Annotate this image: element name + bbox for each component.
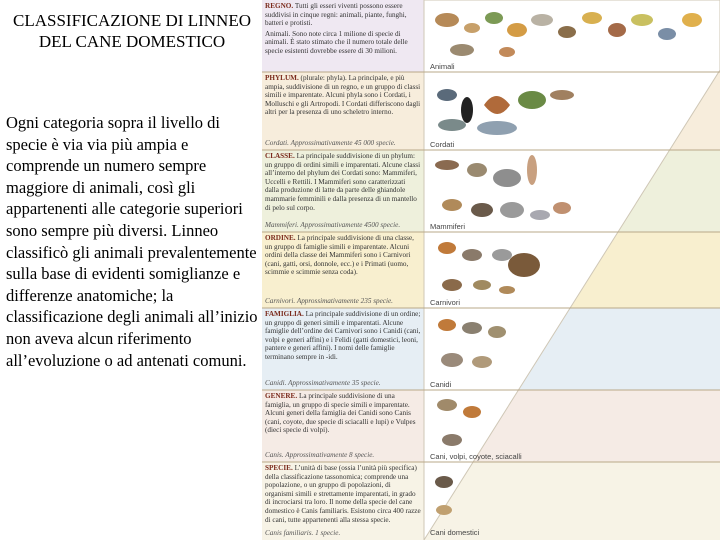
- rank-description: La principale suddivisione di una famiglia, un gruppo di specie simili e imparentate. Alcuni generi della famiglia dei Canidi sono Canis (cani, coyote, due specie di sciacalli e lupi) e Vulpes (dieci specie di volpi).: [265, 392, 416, 435]
- rank-text-regno: [262, 0, 424, 72]
- rank-heading: CLASSE.: [265, 152, 295, 160]
- rank-count: Canis. Approssimativamente 8 specie.: [265, 451, 375, 460]
- slide-body-text: Ogni categoria sopra il livello di specie è via via più ampia e comprende un numero sempre maggiore di animali, così gli appartenenti alle categorie superiori sono sempre più diversi. Linneo classificò gli animali prevalentemente sulla base di evidenti somiglianze e differenze anatomiche; la classificazione degli animali all’inizio non aveva alcun riferimento all’evoluzione o ad antenati comuni.: [6, 113, 258, 370]
- rank-heading: GENERE.: [265, 392, 298, 400]
- rank-text-specie: [262, 462, 424, 540]
- species-domestic-dogs-illustration: [435, 476, 453, 515]
- rank-heading: SPECIE.: [265, 464, 293, 472]
- caption-canidi: Canidi: [430, 380, 452, 389]
- rank-description: La principale suddivisione di un phylum: un gruppo di ordini simili e imparentati. Alcune classi all’interno del phylum dei Cordati sono: Mammiferi, Uccelli e Rettili. I Mammiferi sono caratterizzati dalla produzione di latte da parte delle ghiandole mammarie femminili e dalla presenza di un mantello di pelo sul corpo.: [265, 152, 421, 212]
- rank-text-classe: [262, 150, 424, 232]
- caption-carnivori: Carnivori: [430, 298, 461, 307]
- caption-cani-domestici: Cani domestici: [430, 528, 480, 537]
- family-canids-illustration: [438, 319, 506, 368]
- rank-text-famiglia: [262, 308, 424, 390]
- rank-heading: REGNO.: [265, 2, 294, 10]
- caption-canis: Cani, volpi, coyote, sciacalli: [430, 452, 522, 461]
- rank-heading: FAMIGLIA.: [265, 310, 304, 318]
- rank-heading: ORDINE.: [265, 234, 296, 242]
- rank-subtext: Animali. Sono note circa 1 milione di specie di animali. È stato stimato che il numero totale delle specie esistenti dovrebbe essere di 30 milioni.: [265, 29, 408, 55]
- genus-canis-illustration: [437, 399, 481, 446]
- regno-animals-illustration: [435, 12, 702, 57]
- rank-description: La principale suddivisione di una classe, un gruppo di famiglie simili e imparentate. Alcuni ordini della classe dei Mammiferi sono i Carnivori (cani, gatti, orsi, donnole, ecc.) e i Primati (uomo, scimmie e scimmie senza coda).: [265, 234, 414, 277]
- rank-description: L’unità di base (ossia l’unità più specifica) della classificazione tassonomica; comprende una popolazione, o un gruppo di popolazioni, di organismi simili e strettamente imparentati, in grado di incrociarsi tra loro. Il nome della specie del cane domestico è Canis familiaris. Esistono circa 400 razze di cani, tutte appartenenti alla stessa specie.: [265, 464, 421, 524]
- phylum-chordates-illustration: [437, 89, 574, 135]
- rank-heading: PHYLUM.: [265, 74, 299, 82]
- rank-description: (plurale: phyla). La principale, e più ampia, suddivisione di un regno, e un gruppo di classi simili e imparentate. Alcuni phyla sono i Cordati, i Molluschi e gli Artropodi. I Cordati differiscono dagli altri per la presenza di uno scheletro interno.: [265, 74, 421, 117]
- rank-count: Cordati. Approssimativamente 45 000 specie.: [265, 139, 396, 148]
- rank-count: Mammiferi. Approssimativamente 4500 specie.: [265, 221, 401, 230]
- caption-cordati: Cordati: [430, 140, 455, 149]
- rank-count: Carnivori. Approssimativamente 235 specie.: [265, 297, 393, 306]
- rank-text-ordine: [262, 232, 424, 308]
- caption-animali: Animali: [430, 62, 455, 71]
- rank-text-genere: [262, 390, 424, 462]
- rank-description: La principale suddivisione di un ordine; un gruppo di generi simili e imparentati. Alcune famiglie dell’ordine dei Carnivori sono i Canidi (cani, volpi e generi affini) e i Felidi (gatti domestici, leoni, pantere e generi affini). I nomi delle famiglie terminano sempre in -idi.: [265, 310, 421, 361]
- rank-text-phylum: [262, 72, 424, 150]
- order-carnivores-illustration: [438, 242, 540, 294]
- caption-mammiferi: Mammiferi: [430, 222, 465, 231]
- rank-count: Canis familiaris. 1 specie.: [265, 529, 341, 538]
- class-mammals-illustration: [435, 155, 571, 220]
- rank-description: Tutti gli esseri viventi possono essere suddivisi in cinque regni: animali, piante, funghi, batteri e protisti.: [265, 2, 407, 28]
- classification-pyramid-figure: [262, 0, 720, 540]
- rank-count: Canidi. Approssimativamente 35 specie.: [265, 379, 381, 388]
- slide-title: CLASSIFICAZIONE DI LINNEO DEL CANE DOMESTICO: [13, 11, 251, 51]
